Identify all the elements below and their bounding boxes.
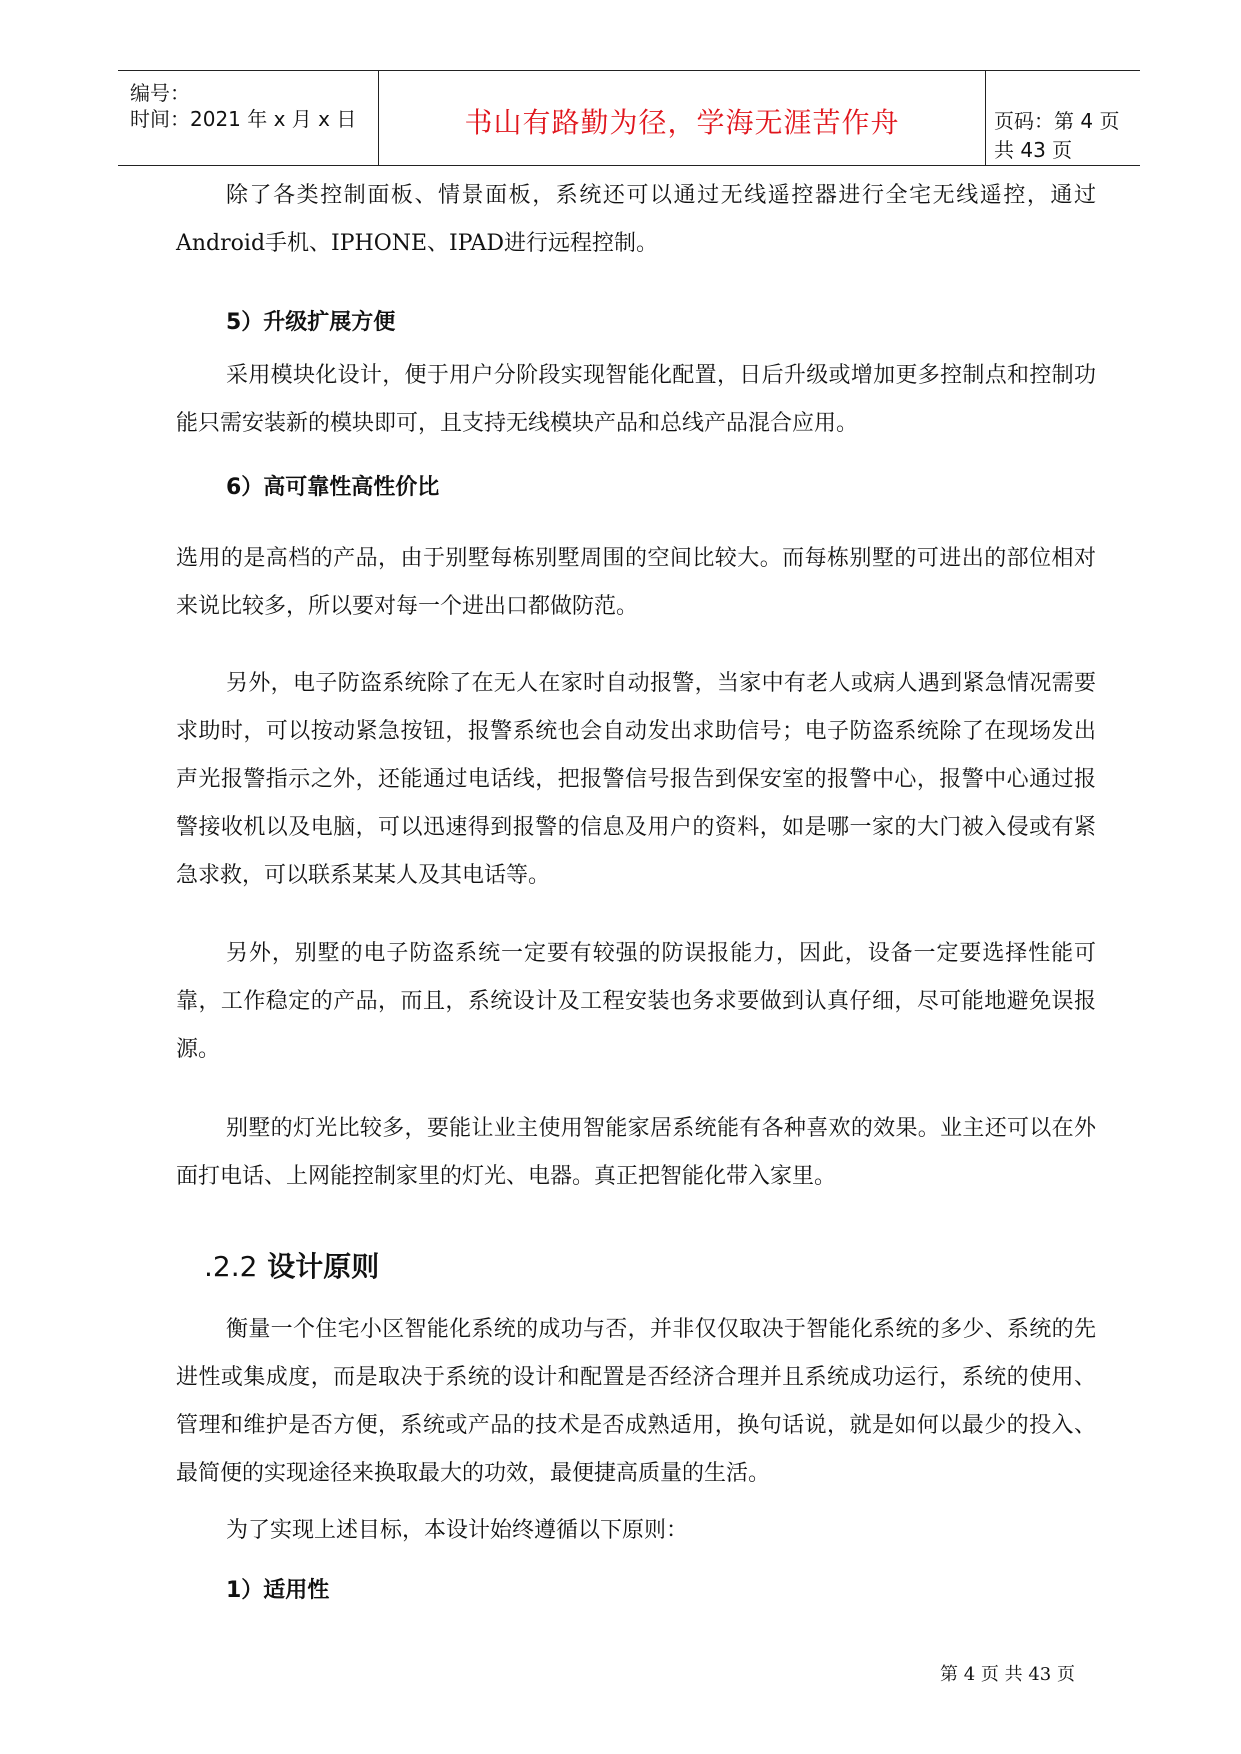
- section-title: 设计原则: [267, 1250, 380, 1283]
- heading-upgrade: 5）升级扩展方便: [226, 310, 396, 335]
- header-motto-cell: [378, 71, 986, 165]
- paragraph-remote-control: 除了各类控制面板、情景面板，系统还可以通过无线遥控器进行全宅无线遥控，通过Android手机、IPHONE、IPAD进行远程控制。: [176, 183, 1096, 256]
- header-motto: 书山有路勤为径，学海无涯苦作舟: [464, 106, 900, 139]
- page-header: [118, 70, 1140, 166]
- paragraph-criteria: 衡量一个住宅小区智能化系统的成功与否，并非仅仅取决于智能化系统的多少、系统的先进性或集成度，而是取决于系统的设计和配置是否经济合理并且系统成功运行，系统的使用、管理和维护是否方便，系统或产品的技术是否成熟适用，换句话说，就是如何以最少的投入、最简便的实现途径来换取最大的功效，最便捷高质量的生活。: [176, 1317, 1096, 1486]
- paragraph-alarm: 另外，电子防盗系统除了在无人在家时自动报警，当家中有老人或病人遇到紧急情况需要求助时，可以按动紧急按钮，报警系统也会自动发出求助信号；电子防盗系统除了在现场发出声光报警指示之外，还能通过电话线，把报警信号报告到保安室的报警中心，报警中心通过报警接收机以及电脑，可以迅速得到报警的信息及用户的资料，如是哪一家的大门被入侵或有紧急求救，可以联系某某人及其电话等。: [176, 671, 1096, 888]
- heading-applicability: 1）适用性: [226, 1578, 330, 1603]
- paragraph-lighting: 别墅的灯光比较多，要能让业主使用智能家居系统能有各种喜欢的效果。业主还可以在外面打电话、上网能控制家里的灯光、电器。真正把智能化带入家里。: [176, 1116, 1096, 1189]
- paragraph-modular: 采用模块化设计，便于用户分阶段实现智能化配置，日后升级或增加更多控制点和控制功能只需安装新的模块即可，且支持无线模块产品和总线产品混合应用。: [176, 363, 1096, 436]
- section-heading: [204, 1245, 379, 1285]
- section-number: .2.2: [204, 1250, 258, 1283]
- paragraph-false-alarm: 另外，别墅的电子防盗系统一定要有较强的防误报能力，因此，设备一定要选择性能可靠，工作稳定的产品，而且，系统设计及工程安装也务求要做到认真仔细，尽可能地避免误报源。: [176, 941, 1096, 1062]
- header-number-label: 编号：: [130, 81, 190, 105]
- paragraph-principles-intro: 为了实现上述目标，本设计始终遵循以下原则：: [226, 1518, 689, 1543]
- paragraph-products: 选用的是高档的产品，由于别墅每栋别墅周围的空间比较大。而每栋别墅的可进出的部位相对来说比较多，所以要对每一个进出口都做防范。: [176, 546, 1096, 619]
- header-info-cell: [118, 71, 378, 165]
- header-time-label: 时间：2021 年 x 月 x 日: [130, 107, 357, 131]
- header-page-code: 页码：第 4 页 共 43 页: [994, 109, 1120, 162]
- header-page-cell: [984, 71, 1140, 165]
- heading-reliability: 6）高可靠性高性价比: [226, 475, 440, 500]
- page-footer: 第 4 页 共 43 页: [940, 1664, 1075, 1685]
